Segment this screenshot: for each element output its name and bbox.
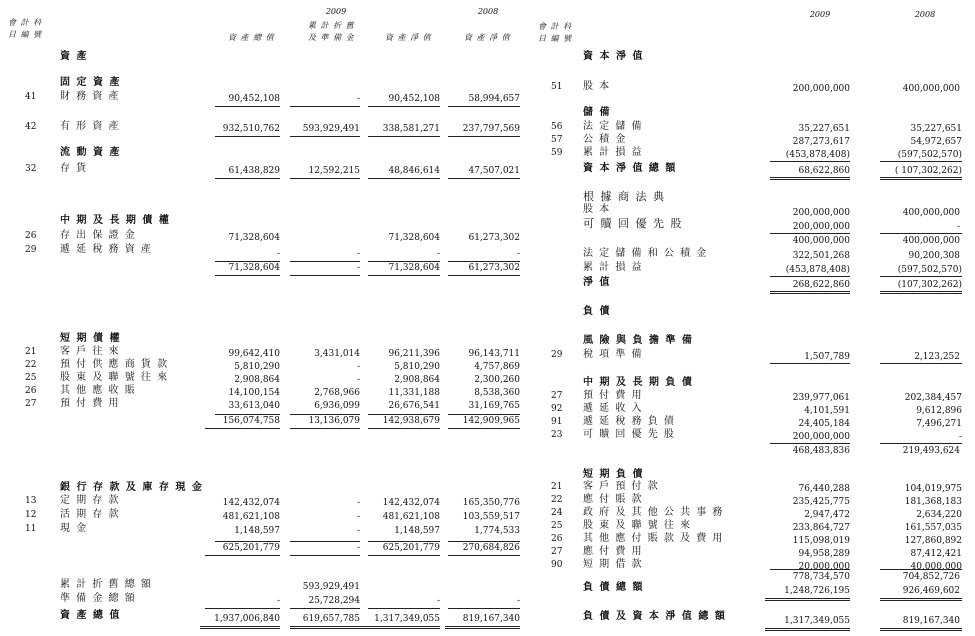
deposit-label: 存 出 保 證 金: [60, 230, 137, 241]
year-2008-right-header: 2008: [914, 10, 936, 19]
liabilities-title: 負 債: [583, 306, 611, 317]
commercial-preferred-label: 可 贖 回 優 先 股: [583, 217, 683, 230]
tax-provision-2008: 2,123,252: [914, 352, 960, 362]
commercial-code-title: 根 據 商 法 典: [583, 190, 666, 203]
row-label: 遞 延 收 入: [583, 403, 644, 414]
tax-provision-2009: 1,507,789: [804, 352, 850, 362]
equity-title: 資 本 淨 值: [583, 51, 644, 62]
row-2009: 235,425,775: [792, 497, 850, 507]
row-gross: 481,621,108: [222, 512, 280, 522]
row-dep: -: [356, 498, 360, 508]
total-assets-net: 1,317,349,055: [374, 614, 440, 624]
row-2009: 287,273,617: [792, 137, 850, 147]
lt-liabilities-total-2009: 468,483,836: [792, 446, 850, 456]
commercial-preferred-2009: 200,000,000: [792, 222, 850, 232]
row-code: 27: [551, 391, 563, 401]
year-2009-left-header: 2009: [325, 7, 347, 16]
st-total-net: 142,938,679: [382, 416, 440, 426]
capital-code: 51: [551, 82, 563, 92]
lt-total-gross: 71,328,604: [228, 263, 280, 273]
commercial-preferred-2008: -: [956, 222, 960, 232]
row-dep: -: [356, 526, 360, 536]
dta-code: 29: [25, 245, 37, 255]
code-column-header-right: 會 計 科 目 編 號: [538, 22, 573, 43]
row-dep: -: [356, 512, 360, 522]
tangible-assets-net: 338,581,271: [382, 124, 440, 134]
bank-total-dep: -: [356, 543, 360, 553]
row-label: 預 付 費 用: [583, 390, 644, 401]
lt-total-2008: 61,273,302: [468, 263, 520, 273]
inventory-net: 48,846,614: [388, 166, 440, 176]
row-2009: 4,101,591: [804, 406, 850, 416]
capital-2008: 400,000,000: [902, 84, 960, 94]
row-code: 22: [25, 360, 37, 370]
row-2008: 2,634,220: [916, 510, 962, 520]
row-2008: -: [958, 432, 962, 442]
dta-label: 遞 延 稅 務 資 產: [60, 244, 153, 255]
row-gross: 5,810,290: [234, 362, 280, 372]
commercial-net-2009: 268,622,860: [792, 280, 850, 290]
row-label: 累 計 損 益: [583, 147, 644, 158]
row-code: 23: [551, 430, 563, 440]
row-net: 26,676,541: [388, 401, 440, 411]
row-label: 其 他 應 收 賬: [60, 385, 137, 396]
total-liabilities-2009: 1,248,726,195: [784, 586, 850, 596]
commercial-net-2008: (107,302,262): [897, 280, 962, 290]
row-label: 活 期 存 款: [60, 509, 121, 520]
tangible-assets-2008: 237,797,569: [462, 124, 520, 134]
row-2008: 96,143,711: [468, 349, 520, 359]
row-dep: -: [356, 375, 360, 385]
row-label: 客 戶 預 付 款: [583, 481, 660, 492]
st-total-dep: 13,136,079: [308, 416, 360, 426]
st-total-gross: 156,074,758: [222, 416, 280, 426]
row-label: 公 積 金: [583, 134, 627, 145]
lt-receivables-title: 中 期 及 長 期 債 權: [60, 215, 171, 226]
row-gross: 99,642,410: [228, 349, 280, 359]
reserve-total-label: 準 備 金 總 額: [60, 593, 137, 604]
row-code: 56: [551, 122, 563, 132]
row-2008: 7,496,271: [916, 419, 962, 429]
row-code: 27: [551, 547, 563, 557]
row-gross: 142,432,074: [222, 498, 280, 508]
deposit-gross: 71,328,604: [228, 233, 280, 243]
row-code: 91: [551, 417, 563, 427]
row-gross: 2,908,864: [234, 375, 280, 385]
row-label: 可 贖 回 優 先 股: [583, 429, 676, 440]
current-assets-title: 流 動 資 產: [60, 147, 121, 158]
row-2008: 103,559,517: [462, 512, 520, 522]
lt-liabilities-total-2008: 219,493,624: [902, 446, 960, 456]
row-label: 應 付 費 用: [583, 546, 644, 557]
financial-assets-gross: 90,452,108: [228, 94, 280, 104]
row-code: 59: [551, 148, 563, 158]
row-gross: 33,613,040: [228, 401, 280, 411]
tangible-assets-dep: 593,929,491: [302, 124, 360, 134]
commercial-accum-2009: (453,878,408): [785, 265, 850, 275]
row-2008: 40,000,000: [910, 562, 962, 572]
row-label: 股 東 及 聯 號 往 來: [60, 372, 169, 383]
risk-provisions-title: 風 險 與 負 擔 準 備: [583, 335, 694, 346]
row-code: 25: [25, 373, 37, 383]
row-gross: 14,100,154: [228, 388, 280, 398]
commercial-accum-2008: (597,502,570): [897, 265, 962, 275]
row-net: 5,810,290: [394, 362, 440, 372]
accum-dep-header: 累 計 折 舊 及 準 備 金: [308, 21, 355, 42]
row-dep: -: [356, 362, 360, 372]
row-label: 短 期 借 款: [583, 559, 644, 570]
row-2008: 1,774,533: [474, 526, 520, 536]
financial-assets-net: 90,452,108: [388, 94, 440, 104]
row-code: 22: [551, 495, 563, 505]
inventory-2008: 47,507,021: [468, 166, 520, 176]
grand-total-label: 負 債 及 資 本 淨 值 總 額: [583, 611, 727, 622]
financial-assets-2008: 58,994,657: [468, 94, 520, 104]
row-label: 定 期 存 款: [60, 495, 121, 506]
row-2009: 76,440,288: [798, 484, 850, 494]
row-label: 股 東 及 聯 號 往 來: [583, 520, 692, 531]
reserve-gross: -: [276, 596, 280, 606]
bank-total-gross: 625,201,779: [222, 543, 280, 553]
row-label: 其 他 應 付 賬 款 及 費 用: [583, 533, 724, 544]
row-2009: (453,878,408): [785, 150, 850, 160]
fixed-assets-title: 固 定 資 產: [60, 77, 121, 88]
deposit-net: 71,328,604: [388, 233, 440, 243]
row-code: 90: [551, 560, 563, 570]
row-2008: 87,412,421: [910, 549, 962, 559]
row-label: 應 付 賬 款: [583, 494, 644, 505]
commercial-capital-label: 股 本: [583, 204, 611, 215]
tangible-assets-label: 有 形 資 產: [60, 121, 121, 132]
row-code: 26: [25, 386, 37, 396]
row-2009: 24,405,184: [798, 419, 850, 429]
net-asset-2009-header: 資 產 淨 值: [385, 33, 432, 42]
lt-liabilities-title: 中 期 及 長 期 負 債: [583, 377, 694, 388]
row-dep: 3,431,014: [314, 349, 360, 359]
deposit-code: 26: [25, 231, 37, 241]
st-receivables-title: 短 期 債 權: [60, 333, 121, 344]
bank-total-net: 625,201,779: [382, 543, 440, 553]
assets-title: 資 產: [60, 51, 88, 62]
dta-2008: -: [516, 249, 520, 259]
row-2008: 2,300,260: [474, 375, 520, 385]
row-2008: 104,019,975: [904, 484, 962, 494]
inventory-code: 32: [25, 164, 37, 174]
row-net: 1,148,597: [394, 526, 440, 536]
commercial-reserves-label: 法 定 儲 備 和 公 積 金: [583, 248, 708, 259]
commercial-capital-2008: 400,000,000: [902, 208, 960, 218]
row-label: 預 付 費 用: [60, 398, 121, 409]
commercial-reserves-2009: 322,501,268: [792, 251, 850, 261]
total-assets-dep: 619,657,785: [302, 614, 360, 624]
equity-total-2008: ( 107,302,262): [894, 166, 962, 176]
bank-title: 銀 行 存 款 及 庫 存 現 金: [60, 482, 204, 493]
code-column-header: 會 計 科 目 編 號: [8, 18, 43, 39]
bank-total-2008: 270,684,826: [462, 543, 520, 553]
row-code: 13: [25, 496, 37, 506]
st-liabilities-total-2008: 704,852,726: [902, 572, 960, 582]
row-2008: 31,169,765: [468, 401, 520, 411]
accum-dep-total-label: 累 計 折 舊 總 額: [60, 579, 153, 590]
reserves-title: 儲 備: [583, 107, 611, 118]
row-2009: 233,864,727: [792, 523, 850, 533]
row-label: 預 付 供 應 商 貨 款: [60, 359, 169, 370]
row-net: 96,211,396: [388, 349, 440, 359]
financial-assets-label: 財 務 資 產: [60, 91, 121, 102]
capital-label: 股 本: [583, 81, 611, 92]
row-2008: 165,350,776: [462, 498, 520, 508]
row-code: 26: [551, 534, 563, 544]
row-2009: 20,000,000: [798, 562, 850, 572]
inventory-gross: 61,438,829: [228, 166, 280, 176]
grand-total-2009: 1,317,349,055: [784, 616, 850, 626]
net-asset-2008-header: 資 產 淨 值: [464, 33, 511, 42]
row-code: 11: [25, 524, 37, 534]
row-code: 92: [551, 404, 563, 414]
year-2008-left-header: 2008: [477, 7, 499, 16]
st-liabilities-total-2009: 778,734,570: [792, 572, 850, 582]
financial-assets-code: 41: [25, 92, 37, 102]
row-2008: (597,502,570): [897, 150, 962, 160]
tax-provision-label: 稅 項 準 備: [583, 349, 644, 360]
commercial-net-label: 淨 值: [583, 277, 611, 288]
row-code: 27: [25, 399, 37, 409]
dta-gross: -: [276, 249, 280, 259]
row-2008: 9,612,896: [916, 406, 962, 416]
dta-dep: -: [356, 249, 360, 259]
row-net: 11,331,188: [388, 388, 440, 398]
row-2009: 94,958,289: [798, 549, 850, 559]
row-net: 481,621,108: [382, 512, 440, 522]
commercial-accum-label: 累 計 損 益: [583, 262, 644, 273]
row-code: 24: [551, 508, 563, 518]
commercial-subtotal-2008: 400,000,000: [902, 236, 960, 246]
row-2008: 161,557,035: [904, 523, 962, 533]
row-net: 142,432,074: [382, 498, 440, 508]
inventory-label: 存 貨: [60, 163, 88, 174]
equity-total-label: 資 本 淨 值 總 額: [583, 163, 677, 174]
lt-total-dep: -: [356, 263, 360, 273]
dta-net: -: [436, 249, 440, 259]
row-label: 法 定 儲 備: [583, 121, 644, 132]
commercial-subtotal-2009: 400,000,000: [792, 236, 850, 246]
commercial-capital-2009: 200,000,000: [792, 208, 850, 218]
row-code: 25: [551, 521, 563, 531]
accum-dep-total-value: 593,929,491: [302, 582, 360, 592]
inventory-dep: 12,592,215: [308, 166, 360, 176]
financial-assets-dep: -: [356, 94, 360, 104]
row-2008: 127,860,892: [904, 536, 962, 546]
row-gross: 1,148,597: [234, 526, 280, 536]
row-net: 2,908,864: [394, 375, 440, 385]
reserve-net: -: [436, 596, 440, 606]
row-2008: 202,384,457: [904, 393, 962, 403]
reserve-dep: 25,728,294: [308, 596, 360, 606]
row-2008: 181,368,183: [904, 497, 962, 507]
gross-asset-header: 資 產 總 值: [228, 33, 275, 42]
row-label: 客 戶 往 來: [60, 346, 121, 357]
row-code: 12: [25, 510, 37, 520]
lt-total-net: 71,328,604: [388, 263, 440, 273]
row-2009: 2,947,472: [804, 510, 850, 520]
row-code: 57: [551, 135, 563, 145]
row-2009: 115,098,019: [792, 536, 850, 546]
row-dep: 6,936,099: [314, 401, 360, 411]
row-code: 21: [25, 347, 37, 357]
capital-2009: 200,000,000: [792, 84, 850, 94]
row-2008: 35,227,651: [910, 124, 962, 134]
total-assets-label: 資 產 總 值: [60, 610, 121, 621]
total-liabilities-2008: 926,469,602: [902, 586, 960, 596]
commercial-reserves-2008: 90,200,308: [908, 251, 960, 261]
row-2008: 54,972,657: [910, 137, 962, 147]
deposit-2008: 61,273,302: [468, 233, 520, 243]
tangible-assets-code: 42: [25, 122, 37, 132]
row-label: 遞 延 稅 務 負 債: [583, 416, 676, 427]
total-assets-2008: 819,167,340: [462, 614, 520, 624]
row-label: 現 金: [60, 523, 88, 534]
row-dep: 2,768,966: [314, 388, 360, 398]
total-liabilities-label: 負 債 總 額: [583, 582, 644, 593]
row-2008: 4,757,869: [474, 362, 520, 372]
st-liabilities-title: 短 期 負 債: [583, 469, 644, 480]
row-2009: 35,227,651: [798, 124, 850, 134]
year-2009-right-header: 2009: [809, 10, 831, 19]
reserve-2008: -: [516, 596, 520, 606]
st-total-2008: 142,909,965: [462, 416, 520, 426]
grand-total-2008: 819,167,340: [902, 616, 960, 626]
row-2008: 8,538,360: [474, 388, 520, 398]
equity-total-2009: 68,622,860: [798, 166, 850, 176]
row-label: 政 府 及 其 他 公 共 事 務: [583, 507, 724, 518]
tax-provision-code: 29: [551, 350, 563, 360]
row-code: 21: [551, 482, 563, 492]
tangible-assets-gross: 932,510,762: [222, 124, 280, 134]
total-assets-gross: 1,937,006,840: [214, 614, 280, 624]
row-2009: 200,000,000: [792, 432, 850, 442]
row-2009: 239,977,061: [792, 393, 850, 403]
